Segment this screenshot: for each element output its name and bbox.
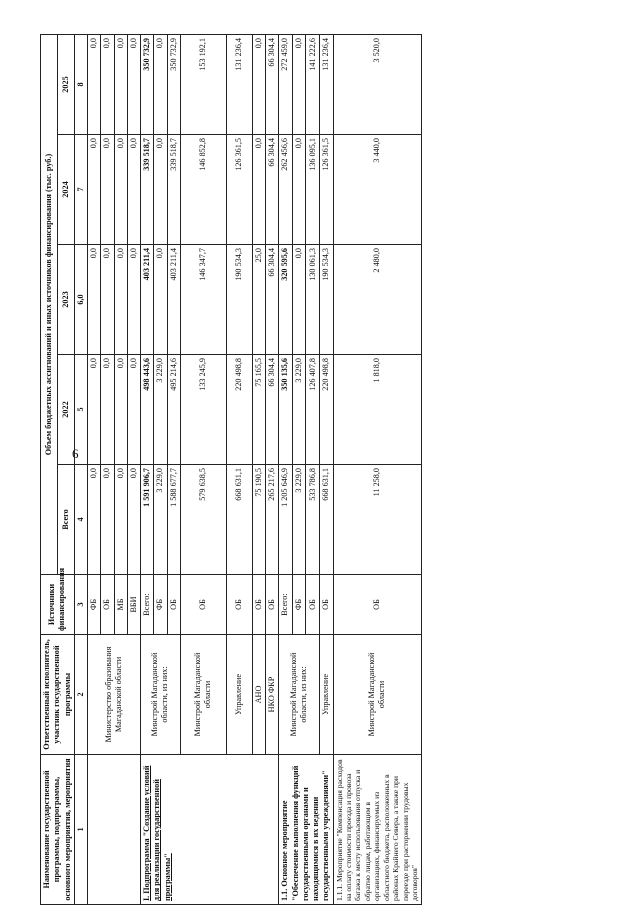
value-cell: 0,0 xyxy=(88,465,101,575)
value-cell: 2 480,0 xyxy=(333,245,421,355)
value-cell: 668 631,1 xyxy=(226,465,252,575)
value-cell: 1 588 677,7 xyxy=(167,465,180,575)
responsible-cell: Управление xyxy=(319,635,333,755)
source-cell: Всего: xyxy=(141,575,154,635)
value-cell: 0,0 xyxy=(88,355,101,465)
col-num: 6,0 xyxy=(74,245,87,355)
rotated-table-wrapper xyxy=(40,35,600,905)
responsible-cell: НКО ФКР xyxy=(266,635,279,755)
source-cell: Всего: xyxy=(279,575,293,635)
header-row-1 xyxy=(41,34,58,904)
value-cell: 1 591 906,7 xyxy=(141,465,154,575)
source-cell: ОБ xyxy=(333,575,421,635)
value-cell: 0,0 xyxy=(292,245,306,355)
value-cell: 533 786,8 xyxy=(306,465,320,575)
value-cell: 0,0 xyxy=(154,245,167,355)
source-cell: ОБ xyxy=(180,575,226,635)
header-col2: Ответственный исполнитель, участник государственной программы xyxy=(41,635,75,755)
value-cell: 126 361,5 xyxy=(319,135,333,245)
responsible-cell: Минстрой Магаданской области xyxy=(180,635,226,755)
financing-table xyxy=(40,34,422,905)
source-cell: ФБ xyxy=(88,575,101,635)
responsible-cell: Минстрой Магаданской области, из них: xyxy=(279,635,320,755)
value-cell: 66 304,4 xyxy=(266,355,279,465)
responsible-cell: Минстрой Магаданской области xyxy=(333,635,421,755)
value-cell: 1 205 646,9 xyxy=(279,465,293,575)
value-cell: 0,0 xyxy=(88,135,101,245)
value-cell: 0,0 xyxy=(114,245,127,355)
value-cell: 403 211,4 xyxy=(167,245,180,355)
value-cell: 130 061,3 xyxy=(306,245,320,355)
value-cell: 66 304,4 xyxy=(266,135,279,245)
source-cell: ОБ xyxy=(252,575,265,635)
table-row xyxy=(88,34,101,904)
value-cell: 0,0 xyxy=(101,355,114,465)
value-cell: 0,0 xyxy=(127,465,140,575)
header-col3: Источники финансирования xyxy=(41,575,75,635)
value-cell: 133 245,9 xyxy=(180,355,226,465)
value-cell: 153 192,1 xyxy=(180,34,226,134)
value-cell: 3 520,0 xyxy=(333,34,421,134)
value-cell: 0,0 xyxy=(101,465,114,575)
source-cell: ФБ xyxy=(292,575,306,635)
value-cell: 0,0 xyxy=(127,355,140,465)
value-cell: 3 440,0 xyxy=(333,135,421,245)
value-cell: 126 407,8 xyxy=(306,355,320,465)
value-cell: 131 236,4 xyxy=(226,34,252,134)
value-cell: 136 095,1 xyxy=(306,135,320,245)
value-cell: 0,0 xyxy=(292,34,306,134)
col-num: 5 xyxy=(74,355,87,465)
source-cell: ОБ xyxy=(306,575,320,635)
value-cell: 1 818,0 xyxy=(333,355,421,465)
table-row xyxy=(333,34,421,904)
value-cell: 146 347,7 xyxy=(180,245,226,355)
value-cell: 0,0 xyxy=(127,34,140,134)
value-cell: 0,0 xyxy=(114,355,127,465)
source-cell: ВБИ xyxy=(127,575,140,635)
value-cell: 403 211,4 xyxy=(141,245,154,355)
responsible-cell: АНО xyxy=(252,635,265,755)
header-col1: Наименование государственной программы, подпрограммы, основного мероприятия, мероприятия xyxy=(41,755,75,905)
source-cell: МБ xyxy=(114,575,127,635)
value-cell: 141 222,6 xyxy=(306,34,320,134)
col-num: 1 xyxy=(74,755,87,905)
page-number: 6 xyxy=(72,446,79,461)
value-cell: 190 534,3 xyxy=(319,245,333,355)
value-cell: 262 456,6 xyxy=(279,135,293,245)
value-cell: 0,0 xyxy=(88,34,101,134)
value-cell: 66 304,4 xyxy=(266,245,279,355)
value-cell: 66 304,4 xyxy=(266,34,279,134)
value-cell: 131 236,4 xyxy=(319,34,333,134)
value-cell: 0,0 xyxy=(127,135,140,245)
year-2022: 2022 xyxy=(57,355,74,465)
value-cell: 339 518,7 xyxy=(167,135,180,245)
value-cell: 3 229,0 xyxy=(292,465,306,575)
value-cell: 498 443,6 xyxy=(141,355,154,465)
col-num: 2 xyxy=(74,635,87,755)
value-cell: 0,0 xyxy=(252,135,265,245)
year-2023: 2023 xyxy=(57,245,74,355)
value-cell: 25,0 xyxy=(252,245,265,355)
value-cell: 75 190,5 xyxy=(252,465,265,575)
value-cell: 190 534,3 xyxy=(226,245,252,355)
responsible-cell: Министерство образования Магаданской области xyxy=(88,635,141,755)
header-volume: Объем бюджетных ассигнований и иных источников финансирования (тыс. руб.) xyxy=(41,34,58,574)
responsible-cell: Управление xyxy=(226,635,252,755)
value-cell: 3 229,0 xyxy=(154,355,167,465)
value-cell: 0,0 xyxy=(88,245,101,355)
value-cell: 350 732,9 xyxy=(167,34,180,134)
value-cell: 0,0 xyxy=(114,465,127,575)
year-total: Всего xyxy=(57,465,74,575)
col-num: 7 xyxy=(74,135,87,245)
main-activity-title: 1.1. Основное мероприятие "Обеспечение выполнения функций государственными органами и находящимися в их ведении государственными учреждениями" xyxy=(279,755,333,905)
value-cell: 350 135,6 xyxy=(279,355,293,465)
value-cell: 220 498,8 xyxy=(226,355,252,465)
value-cell: 3 229,0 xyxy=(292,355,306,465)
value-cell: 146 852,8 xyxy=(180,135,226,245)
value-cell: 0,0 xyxy=(154,135,167,245)
value-cell: 0,0 xyxy=(114,34,127,134)
empty-cell xyxy=(88,755,141,905)
value-cell: 126 361,5 xyxy=(226,135,252,245)
value-cell: 0,0 xyxy=(114,135,127,245)
table-row xyxy=(141,34,154,904)
year-2025: 2025 xyxy=(57,34,74,134)
source-cell: ОБ xyxy=(319,575,333,635)
source-cell: ОБ xyxy=(167,575,180,635)
source-cell: ОБ xyxy=(226,575,252,635)
source-cell: ОБ xyxy=(266,575,279,635)
value-cell: 75 165,5 xyxy=(252,355,265,465)
value-cell: 350 732,9 xyxy=(141,34,154,134)
source-cell: ОБ xyxy=(101,575,114,635)
value-cell: 11 258,0 xyxy=(333,465,421,575)
responsible-cell: Минстрой Магаданской области, из них: xyxy=(141,635,181,755)
col-num: 8 xyxy=(74,34,87,134)
value-cell: 339 518,7 xyxy=(141,135,154,245)
value-cell: 0,0 xyxy=(127,245,140,355)
col-num: 3 xyxy=(74,575,87,635)
activity-title: 1.1.1. Мероприятие "Компенсация расходов на оплату стоимости проезда и провоза багажа к месту использования отпуска и обратно лицам, работающим в организациях, финансируемых из областного бюджета, расположенных в районах Крайнего Севера, а также при переезде при расторжении трудовых договоров" xyxy=(333,755,421,905)
value-cell: 272 459,0 xyxy=(279,34,293,134)
value-cell: 220 498,8 xyxy=(319,355,333,465)
column-numbers-row xyxy=(74,34,87,904)
value-cell: 0,0 xyxy=(292,135,306,245)
col-num: 4 xyxy=(74,465,87,575)
value-cell: 668 631,1 xyxy=(319,465,333,575)
subprogram-title: I. Подпрограмма "Создание условий для реализации государственной программы" xyxy=(141,755,279,905)
table-row xyxy=(279,34,293,904)
value-cell: 0,0 xyxy=(101,34,114,134)
year-2024: 2024 xyxy=(57,135,74,245)
value-cell: 3 229,0 xyxy=(154,465,167,575)
source-cell: ФБ xyxy=(154,575,167,635)
value-cell: 579 638,5 xyxy=(180,465,226,575)
value-cell: 0,0 xyxy=(154,34,167,134)
value-cell: 0,0 xyxy=(101,245,114,355)
value-cell: 0,0 xyxy=(101,135,114,245)
value-cell: 265 217,6 xyxy=(266,465,279,575)
value-cell: 495 214,6 xyxy=(167,355,180,465)
value-cell: 0,0 xyxy=(252,34,265,134)
value-cell: 320 595,6 xyxy=(279,245,293,355)
